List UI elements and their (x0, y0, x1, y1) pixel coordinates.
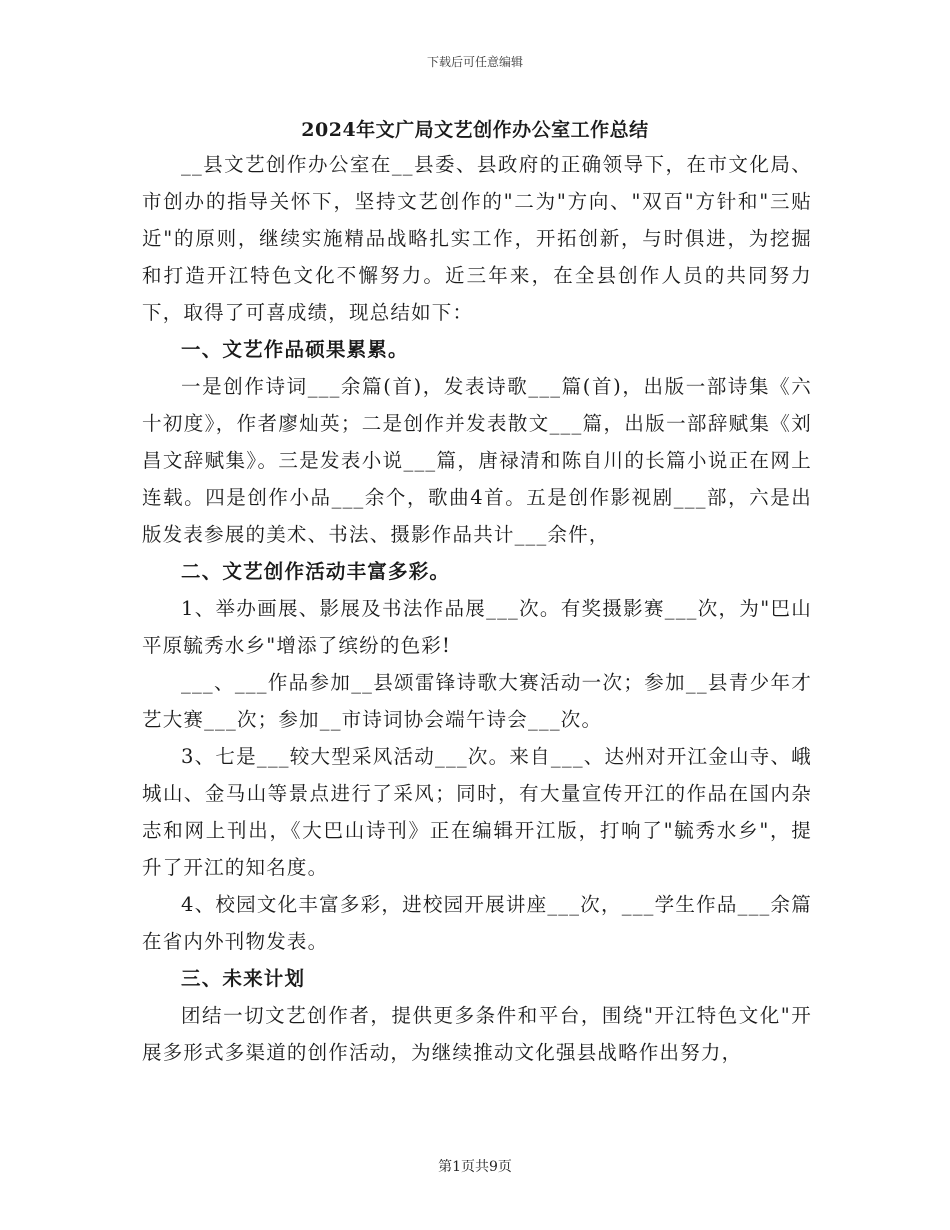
section-3-paragraph: 团结一切文艺创作者，提供更多条件和平台，围绕"开江特色文化"开展多形式多渠道的创作活动，为继续推动文化强县战略作出努力， (142, 1004, 812, 1064)
section-2-item-4: 4、校园文化丰富多彩，进校园开展讲座___次，___学生作品___余篇在省内外刊物发表。 (142, 893, 812, 953)
section-2-item-2: ___、___作品参加__县颂雷锋诗歌大赛活动一次；参加__县青少年才艺大赛___次；参加__市诗词协会端午诗会___次。 (142, 671, 812, 731)
page-footer-number: 第1页共9页 (438, 1159, 512, 1175)
document-title: 2024年文广局文艺创作办公室工作总结 (301, 119, 649, 141)
section-heading-1: 一、文艺作品硕果累累。 (181, 338, 409, 361)
section-2-item-1: 1、举办画展、影展及书法作品展___次。有奖摄影赛___次，为"巴山平原毓秀水乡"增添了缤纷的色彩! (142, 597, 812, 657)
section-2-item-3: 3、七是___较大型采风活动___次。来自___、达州对开江金山寺、峨城山、金马山等景点进行了采风；同时，有大量宣传开江的作品在国内杂志和网上刊出，《大巴山诗刊》正在编辑开江版，打响了"毓秀水乡"，提升了开江的知名度。 (142, 745, 812, 879)
section-1-paragraph: 一是创作诗词___余篇(首)，发表诗歌___篇(首)，出版一部诗集《六十初度》，作者廖灿英；二是创作并发表散文___篇，出版一部辞赋集《刘昌文辞赋集》。三是发表小说___篇，唐禄清和陈自川的长篇小说正在网上连载。四是创作小品___余个，歌曲4首。五是创作影视剧___部，六是出版发表参展的美术、书法、摄影作品共计___余件， (142, 375, 812, 546)
document-body (142, 146, 812, 1071)
page-header-note: 下载后可任意编辑 (426, 55, 523, 69)
intro-paragraph: __县文艺创作办公室在__县委、县政府的正确领导下，在市文化局、市创办的指导关怀下，坚持文艺创作的"二为"方向、"双百"方针和"三贴近"的原则，继续实施精品战略扎实工作，开拓创新，与时俱进，为挖掘和打造开江特色文化不懈努力。近三年来，在全县创作人员的共同努力下，取得了可喜成绩，现总结如下： (142, 153, 812, 324)
section-heading-3: 三、未来计划 (181, 967, 306, 990)
section-heading-2: 二、文艺创作活动丰富多彩。 (181, 560, 451, 583)
